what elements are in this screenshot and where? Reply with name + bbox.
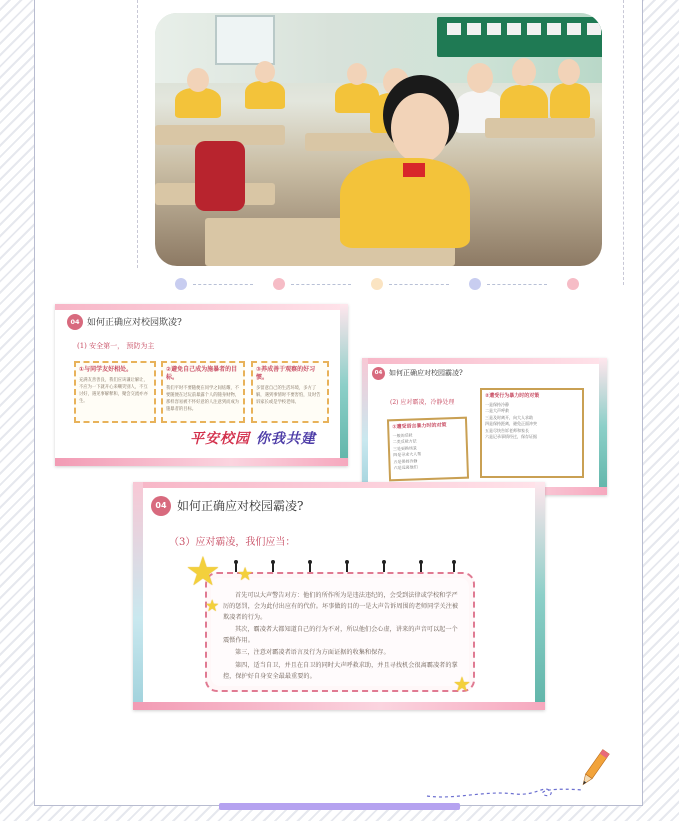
photo-child bbox=[175, 88, 221, 118]
tip-box-friendly bbox=[74, 361, 156, 423]
section-badge: 04 bbox=[151, 496, 171, 516]
classroom-photo bbox=[155, 13, 602, 266]
advice-notepad bbox=[205, 572, 475, 696]
campus-slogan bbox=[190, 428, 340, 448]
slide-right-decoration bbox=[340, 304, 348, 466]
star-icon: ★ bbox=[205, 596, 220, 615]
bottom-accent-bar bbox=[219, 803, 460, 810]
card-item: 四是保持距离，避免正面冲突 bbox=[485, 421, 537, 427]
slide-top-bar bbox=[133, 482, 545, 488]
tip-box-observe bbox=[251, 361, 329, 423]
divider-dot bbox=[567, 278, 579, 290]
divider-dash bbox=[291, 284, 351, 285]
slide-prevention bbox=[55, 304, 348, 466]
card-item: 三是及时离开，向大人求助 bbox=[485, 414, 533, 420]
tip-heading: ②避免自己成为施暴者的目标。 bbox=[166, 366, 238, 381]
tip-heading: ①与同学友好相处。 bbox=[79, 366, 133, 373]
advice-paragraph: 第四，适当自卫，并且在自卫的同时大声呼救求助，并且寻找机会很离霸凌者的掌控，保护好自身安全最最重要的。 bbox=[223, 662, 458, 680]
section-badge: 04 bbox=[67, 314, 83, 330]
slide-top-bar bbox=[362, 358, 607, 364]
card-item: 六是记录事情经过，保存证据 bbox=[485, 434, 537, 440]
divider-dot bbox=[273, 278, 285, 290]
slide-right-decoration bbox=[599, 358, 607, 495]
divider-dot bbox=[469, 278, 481, 290]
advice-paragraph: 第三，注意对霸凌者语言及行为方面证据的收集和保存。 bbox=[235, 649, 390, 656]
star-icon: ★ bbox=[185, 549, 221, 595]
photo-child-face bbox=[512, 58, 536, 86]
card-item: 六是远离他们 bbox=[393, 464, 418, 471]
slide-title: 如何正确应对校园霸凌? bbox=[177, 499, 304, 513]
physical-violence-card bbox=[480, 388, 584, 478]
divider-dash bbox=[193, 284, 253, 285]
card-item: 五是尽快告诉老师和家长 bbox=[485, 427, 529, 433]
slogan-part2: 你我共建 bbox=[255, 431, 316, 447]
photo-blackboard bbox=[437, 17, 602, 57]
dashed-guide-left bbox=[137, 0, 138, 268]
advice-paragraph: 其次，霸凌者大都知道自己的行为不对，所以他们会心虚，讲来的声音可以起一个震慑作用。 bbox=[223, 626, 458, 644]
slide-title: 如何正确应对校园霸凌? bbox=[389, 369, 463, 377]
card-heading: ①遭受语言暴力时的对策 bbox=[392, 422, 447, 431]
slide-subtitle: (2) 应对霸凌，冷静处理 bbox=[390, 399, 455, 406]
card-item: 五是保持冷静 bbox=[393, 458, 418, 464]
card-item: 一般的反驳 bbox=[392, 432, 413, 439]
card-item: 二类反驳方法 bbox=[392, 438, 417, 445]
slogan-part1: 平安校园 bbox=[190, 431, 250, 447]
divider-dash bbox=[487, 284, 547, 285]
photo-red-scarf bbox=[403, 163, 425, 177]
slide-top-bar bbox=[55, 304, 348, 310]
slide-subtitle: (1) 安全第一， 预防为主 bbox=[77, 342, 155, 350]
slide-bottom-bar bbox=[55, 458, 348, 466]
card-item: 一是保持冷静 bbox=[485, 402, 509, 407]
slide-title: 如何正确应对校园欺凌? bbox=[87, 318, 182, 328]
slide-left-decoration bbox=[362, 358, 368, 495]
slide-right-decoration bbox=[535, 482, 545, 710]
card-item: 三是更换场景 bbox=[392, 445, 418, 452]
tip-text: 充满友善善良，我们应该谦让解让，不应为一下就开心来嘲笑别人，不互讨好，遇见事解释和，聚会交流亦亦生。 bbox=[79, 378, 148, 404]
photo-child-face bbox=[467, 63, 493, 93]
slide-left-decoration bbox=[133, 482, 143, 710]
slide-calm-response bbox=[362, 358, 607, 495]
dashed-squiggle-decoration bbox=[425, 782, 585, 800]
photo-child-face bbox=[558, 59, 580, 85]
slide-bottom-bar bbox=[133, 702, 545, 710]
photo-child bbox=[550, 83, 590, 119]
photo-girl-face bbox=[391, 93, 449, 163]
tip-box-avoid-target bbox=[161, 361, 245, 423]
star-icon: ★ bbox=[453, 672, 471, 696]
photo-backpack bbox=[195, 141, 245, 211]
photo-child-face bbox=[255, 61, 275, 83]
photo-child-face bbox=[187, 68, 209, 92]
card-heading: ②遭受行为暴力时的对策 bbox=[485, 393, 540, 399]
star-icon: ★ bbox=[237, 564, 254, 585]
divider-dot bbox=[175, 278, 187, 290]
dashed-guide-right bbox=[623, 0, 624, 285]
section-badge: 04 bbox=[372, 367, 385, 380]
slide-subtitle: （3）应对霸凌，我们应当： bbox=[169, 537, 296, 548]
photo-child-face bbox=[347, 63, 367, 85]
advice-paragraph: 首先可以大声警告对方：他们的所作所为是违法违纪的，会受到法律或学校和学严厉的惩罚，会为此付出应有的代价。坏事做的目的一是大声告诉周围的老师同学关注被欺凌者的行为。 bbox=[223, 592, 459, 621]
photo-window bbox=[215, 15, 275, 65]
tip-text: 我们平时不要随便在同学之间炫耀，不要随便在过玩前暴露个人的随身财物，那样容易被不怀好意的人注意到而成为施暴者的目标。 bbox=[166, 386, 240, 412]
tip-heading: ③养成善于观察的好习惯。 bbox=[256, 366, 316, 381]
slide-how-to-respond bbox=[133, 482, 545, 710]
verbal-violence-card bbox=[387, 417, 469, 482]
tip-text: 多留意自己的生活环境，多方了解，遇到事情时不要害怕，及时告诉家长或是学校老师。 bbox=[256, 386, 321, 405]
card-item: 二是大声呼救 bbox=[485, 408, 509, 414]
dot-divider bbox=[175, 278, 585, 292]
photo-child bbox=[245, 81, 285, 109]
card-item: 四是寻求大人帮 bbox=[393, 451, 422, 458]
photo-desk bbox=[485, 118, 595, 138]
divider-dash bbox=[389, 284, 449, 285]
divider-dot bbox=[371, 278, 383, 290]
